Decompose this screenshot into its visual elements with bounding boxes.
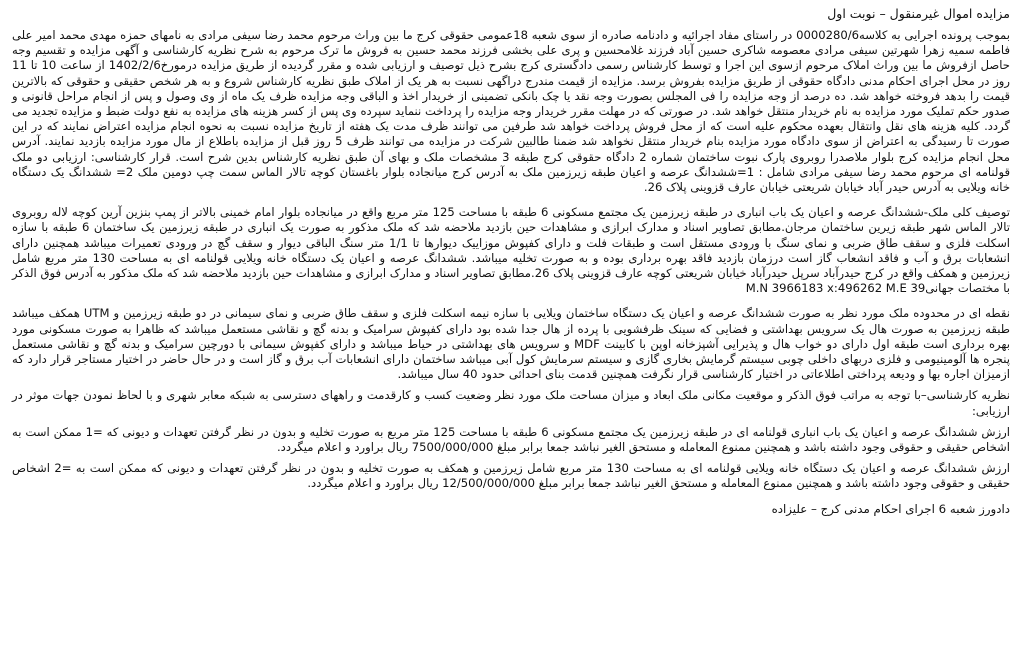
paragraph-expert-opinion: نظریه کارشناسی–با توجه به مراتب فوق الذکر و موقعیت مکانی ملک ابعاد و میزان مساحت ملک مورد نظر وضعیت کسب و کارقدمت و راههای دسترسی به شبکه معابر شهری و با لحاظ نمودن جهات موثر در ارزیابی:: [12, 388, 1010, 418]
auction-notice-document: [12, 6, 1010, 658]
paragraph-villa-description: نقطه ای در محدوده ملک مورد نظر به صورت ششدانگ عرصه و اعیان یک دستگاه ساختمان ویلایی با سازه نیمه اسکلت فلزی و سقف طاق ضربی و نمای سیمانی در دو طبقه زیرزمین و UTM همکف میباشد طبقه زیرزمین به صورت هال یک سرویس بهداشتی و فضایی که سینک ظرفشویی با پرده از هال جدا شده بود دارای کفپوش سرامیک و بدنه گچ و نقاشی مستعمل میباشد که ظاهرا به صورت مسکونی مورد بهره برداری است طبقه اول دارای دو خواب هال و پذیرایی آشپزخانه اوپن با کابینت MDF و سرویس های بهداشتی در حیاط میباشد و دارای کفپوش سیمانی با دورچین سرامیک و بدنه گچ و نقاشی مستعمل پنجره ها آلومینیومی و فلزی دربهای داخلی چوبی سیستم گرمایش بخاری گازی و سیستم سرمایش کول آبی میباشد ساختمان دارای انشعابات آب برق و گاز است و در حال حاضر در اختیار مستاجر قرار دارد که ازمیزان اجاره بها و ودیعه پرداختی اطلاعاتی در اختیار کارشناسی قرار نگرفت همچنین قدمت بنای احداثی حدود 40 سال میباشد.: [12, 306, 1011, 382]
paragraph-execution-case: بموجب پرونده اجرایی به کلاسه0000280/6 در راستای مفاد اجرائیه و دادنامه صادره از سوی شعبه 18عمومی حقوقی کرج ما بین وراث مرحوم محمد رضا سیفی مرادی به نامهای حمزه مهدی محمد امیر علی فاطمه سمیه زهرا شهرتین سیفی مرادی معصومه شاکری حسین آباد فرزند غلامحسین و پری علی بخشی فرزند محمد حسین به فروش ما ترک مرحوم به شرح نظریه کارشناسی و آگهی مزایده و تقسیم وجه حاصل ازفروش ما بین وراث املاک مرحوم ازسوی این اجرا و توسط کارشناس رسمی دادگستری کرج بشرح ذیل توصیف و ارزیابی شده و مقرر گردیده از طریق مزایده درمورخ1402/2/6 از ساعت 10 تا 11 روز در محل اجرای احکام مدنی دادگاه حقوقی از طریق مزایده بفروش برسد. مزایده از قیمت مندرج دراگهی نسبت به هر یک از املاک طبق نظریه کارشناس شروع و به هر شخص حقیقی و حقوقی که بالاترین قیمت را بدهد فروخته خواهد شد. ده درصد از وجه مزایده را فی المجلس بصورت وجه نقد یا چک بانکی تضمینی از خریدار اخذ و الباقی وجه مزایده ظرف یک ماه از وی وصول و پس از انجام مراحل قانونی و صدور حکم تملیک مورد مزایده به نام خریدار منتقل خواهد شد. در صورتی که در مهلت مقرر خریدار وجه مزایده را پرداخت ننماید سپرده وی پس از کسر هزینه های مزایده به نفع دولت ضبط و مزایده تجدید می گردد. کلیه هزینه های نقل وانتقال بعهده محکوم علیه است که از محل فروش پرداخت خواهد شد طرفین می توانند ظرف مدت یک هفته از تاریخ مزایده نسبت به نحوه انجام مزایده اعتراض نمایند که در این صورت تا رسیدگی به اعتراض از سوی دادگاه مورد مزایده بنام خریدار منتقل نخواهد شد ضمنا طالبین شرکت در مزایده می توانند ظرف 5 روز قبل از مزایده باطلاع از مال مورد مزایده بازدید نمایند. آدرس محل انجام مزایده کرج بلوار ملاصدرا روبروی پارک نبوت ساختمان شماره 2 دادگاه حقوقی کرج طبقه 3 مشخصات ملک و بهای آن طبق نظریه کارشناس بدین شرح است. قرار کارشناسی: ارزیابی دو ملک قولنامه ای مرحوم محمد رضا سیفی مرادی شامل : 1=ششدانگ عرصه و اعیان طبقه زیرزمین ملک به آدرس کرج میانجاده بلوار باغستان کوچه تالار الماس سمت چپ دومین ملک 2= ششدانگ یک دستگاه خانه ویلایی به آدرس حیدر آباد خیابان شریعتی خیابان عارف قزوینی پلاک 26.: [12, 28, 1010, 195]
paragraph-valuation-warehouse: ارزش ششدانگ عرصه و اعیان یک باب انباری قولنامه ای در طبقه زیرزمین یک مجتمع مسکونی 6 طبقه با مساحت 125 متر مربع به صورت تخلیه و بدون در نظر گرفتن تعهدات و دیونی که =1 ممکن است به اشخاص حقیقی و حقوقی وجود داشته باشد و همچنین ممنوع المعامله و مستحق الغیر نباشد جمعا برابر مبلغ 7500/000/000 ریال براورد و اعلام میگردد.: [12, 424, 1010, 455]
paragraph-property-description: توصیف کلی ملک-ششدانگ عرصه و اعیان یک باب انباری در طبقه زیرزمین یک مجتمع مسکونی 6 طبقه با مساحت 125 متر مربع واقع در میانجاده بلوار امام خمینی بالاتر از پمپ بنزین آرین کوچه لاله روبروی تالار الماس شهر طبقه زیرین ساختمان مرجان.مطابق تصاویر اسناد و مدارک ابرازی و مشاهدات حین بازدید ملاحضه شد که ملک مذکور به صورت یک انباری در طبقه زیرزمین یک ساختمان 6 طبقه با سازه اسکلت فلزی و سقف طاق ضربی و نمای سنگ با ورودی مستقل است و طبقات فلت و دارای کفپوش موزاییک دیوارها تا 1/1 متر سنگ الباقی دیوار و سقف گچ در ورودی تعمیرات میباشد همچنین دارای انشعابات برق و آب و فاقد انشعاب گاز است درزمان بازدید فاقد بهره برداری بوده و به صورت تخلیه میباشد. ششدانگ عرصه و اعیان یک دستگاه خانه ویلایی قولنامه ای به مساحت 130 متر مربع شامل زیرزمین و همکف واقع در کرج حیدرآباد سرپل حیدرآباد خیابان شریعتی کوچه عارف قزوینی پلاک 26.مطابق تصاویر اسناد و مدارک ابرازی و مشاهدات حین بازدید ملاحضه شد که ملک مذکور به آدرس فوق الذکر با مختصات جهانی39 M.N 3966183 x:496262 M.E: [12, 205, 1011, 296]
signature-line: دادورز شعبه 6 اجرای احکام مدنی کرج – علیزاده: [771, 501, 1010, 516]
document-title: مزایده اموال غیرمنقول – نوبت اول: [827, 6, 1010, 21]
paragraph-valuation-villa: ارزش ششدانگ عرصه و اعیان یک دستگاه خانه ویلایی قولنامه ای به مساحت 130 متر مربع شامل زیرزمین و همکف به صورت تخلیه و بدون در نظر گرفتن تعهدات و دیونی که ممکن است به =2 اشخاص حقیقی و حقوقی وجود داشته باشد و همچنین ممنوع المعامله و مستحق الغیر نباشد جمعا برابر مبلغ 12/500/000/000 ریال براورد و اعلام میگردد.: [12, 461, 1011, 491]
